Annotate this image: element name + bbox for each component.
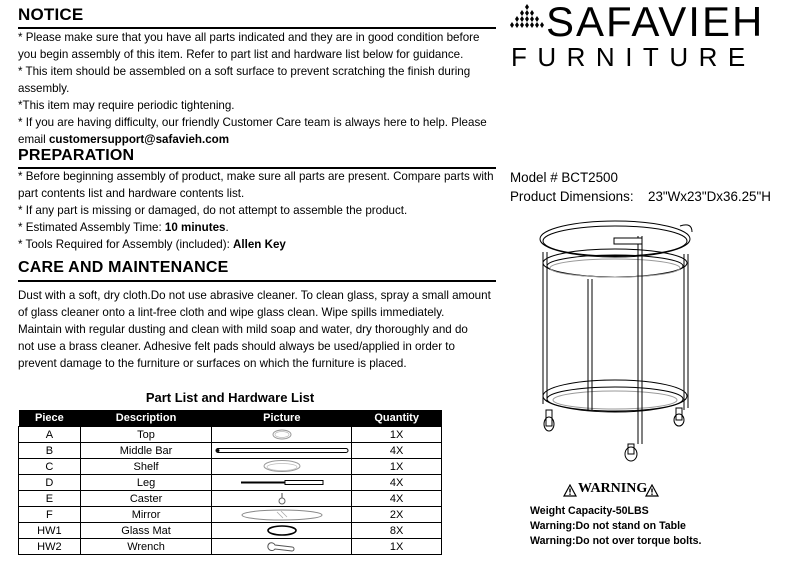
preparation-line: part contents list and hardware contents list.: [18, 187, 245, 200]
cell-picture: [212, 523, 352, 539]
care-line: prevent damage to the furniture or surfaces on which the furniture is placed.: [18, 357, 407, 370]
time-suffix: .: [225, 221, 229, 234]
cell-piece: A: [19, 427, 81, 443]
mirror-icon: [237, 508, 327, 522]
notice-line: * Please make sure that you have all parts indicated and they are in good condition before: [18, 31, 480, 44]
model-number: Model # BCT2500: [510, 170, 618, 185]
care-line: not use a brass cleaner. Adhesive felt pads should always be used/applied in order to: [18, 340, 455, 353]
table-row: [19, 443, 442, 459]
cell-picture: [212, 443, 352, 459]
cell-picture: [212, 507, 352, 523]
care-line: Maintain with regular dusting and clean with mild soap and water, dry thoroughly and do: [18, 323, 468, 336]
cell-description: Mirror: [80, 507, 212, 523]
cell-quantity: 4X: [352, 443, 442, 459]
middle-bar-icon: [214, 444, 350, 457]
leg-icon: [237, 476, 327, 489]
cell-quantity: 1X: [352, 427, 442, 443]
cell-description: Top: [80, 427, 212, 443]
safavieh-logo-icon: [508, 3, 546, 39]
care-line: Dust with a soft, dry cloth.Do not use abrasive cleaner. To clean glass, spray a small amount: [18, 289, 491, 302]
table-row: [19, 427, 442, 443]
cell-quantity: 1X: [352, 459, 442, 475]
cell-piece: HW1: [19, 523, 81, 539]
dimensions-value: 23"Wx23"Dx36.25"H: [648, 189, 771, 204]
preparation-line: * If any part is missing or damaged, do not attempt to assemble the product.: [18, 204, 408, 217]
top-ring-icon: [262, 428, 302, 441]
cell-description: Wrench: [80, 539, 212, 555]
col-quantity: Quantity: [352, 410, 442, 427]
support-email[interactable]: customersupport@safavieh.com: [48, 133, 230, 146]
cell-description: Glass Mat: [80, 523, 212, 539]
warning-title: WARNING: [578, 481, 648, 496]
table-row: [19, 539, 442, 555]
dimensions-label: Product Dimensions:: [510, 189, 634, 204]
brand-subname: FURNITURE: [511, 42, 756, 72]
table-row: [19, 459, 442, 475]
notice-heading: NOTICE: [18, 5, 84, 24]
col-description: Description: [80, 410, 212, 427]
notice-text: [18, 29, 500, 148]
cell-picture: [212, 427, 352, 443]
assembly-time-line: [18, 219, 500, 236]
cell-quantity: 4X: [352, 491, 442, 507]
care-line: of glass cleaner onto a lint-free cloth and wipe glass clean. Wipe spills immediately.: [18, 306, 445, 319]
glass-mat-icon: [262, 524, 302, 537]
table-row: [19, 507, 442, 523]
cell-description: Leg: [80, 475, 212, 491]
cell-description: Caster: [80, 491, 212, 507]
cell-description: Middle Bar: [80, 443, 212, 459]
cell-piece: C: [19, 459, 81, 475]
cell-quantity: 2X: [352, 507, 442, 523]
wrench-icon: [262, 540, 302, 554]
preparation-line: * Before beginning assembly of product, make sure all parts are present. Compare parts with: [18, 170, 494, 183]
cell-piece: F: [19, 507, 81, 523]
cell-description: Shelf: [80, 459, 212, 475]
cell-piece: E: [19, 491, 81, 507]
warning-line: Weight Capacity-50LBS: [530, 505, 649, 517]
warning-triangle-icon: [645, 484, 659, 497]
caster-icon: [267, 492, 297, 505]
warning-line: Warning:Do not stand on Table: [530, 520, 686, 532]
notice-line: * This item should be assembled on a soft surface to prevent scratching the finish during: [18, 65, 471, 78]
cell-picture: [212, 459, 352, 475]
care-text: [18, 287, 500, 372]
tools-line: [18, 236, 500, 253]
col-picture: Picture: [212, 410, 352, 427]
shelf-icon: [252, 459, 312, 474]
care-heading: CARE AND MAINTENANCE: [18, 259, 229, 276]
cell-piece: HW2: [19, 539, 81, 555]
preparation-heading: PREPARATION: [18, 147, 135, 164]
notice-email-line: [18, 131, 500, 148]
notice-line: assembly.: [18, 82, 70, 95]
notice-line: you begin assembly of this item. Refer to part list and hardware list below for guidance.: [18, 48, 464, 61]
bar-cart-illustration: [520, 214, 700, 464]
preparation-text: [18, 168, 500, 253]
cell-quantity: 1X: [352, 539, 442, 555]
cell-picture: [212, 491, 352, 507]
tools-value: Allen Key: [233, 238, 286, 251]
warning-triangle-icon: [563, 484, 577, 497]
table-row: [19, 491, 442, 507]
time-value: 10 minutes: [164, 221, 226, 234]
cell-picture: [212, 475, 352, 491]
warning-line: Warning:Do not over torque bolts.: [530, 535, 702, 547]
cell-quantity: 8X: [352, 523, 442, 539]
col-piece: Piece: [19, 410, 81, 427]
table-header-row: [19, 410, 442, 427]
tools-prefix: * Tools Required for Assembly (included):: [18, 238, 234, 251]
cell-quantity: 4X: [352, 475, 442, 491]
cell-piece: D: [19, 475, 81, 491]
time-prefix: * Estimated Assembly Time:: [18, 221, 165, 234]
parts-table: [18, 410, 442, 555]
cell-piece: B: [19, 443, 81, 459]
email-prefix: email: [18, 133, 49, 146]
table-row: [19, 475, 442, 491]
care-rule: [18, 280, 496, 282]
notice-line: *This item may require periodic tightening.: [18, 99, 235, 112]
cell-picture: [212, 539, 352, 555]
table-row: [19, 523, 442, 539]
brand-name: SAFAVIEH: [546, 0, 765, 45]
notice-line: * If you are having difficulty, our friendly Customer Care team is always here to help. Please: [18, 116, 487, 129]
parts-table-title: Part List and Hardware List: [145, 390, 315, 405]
